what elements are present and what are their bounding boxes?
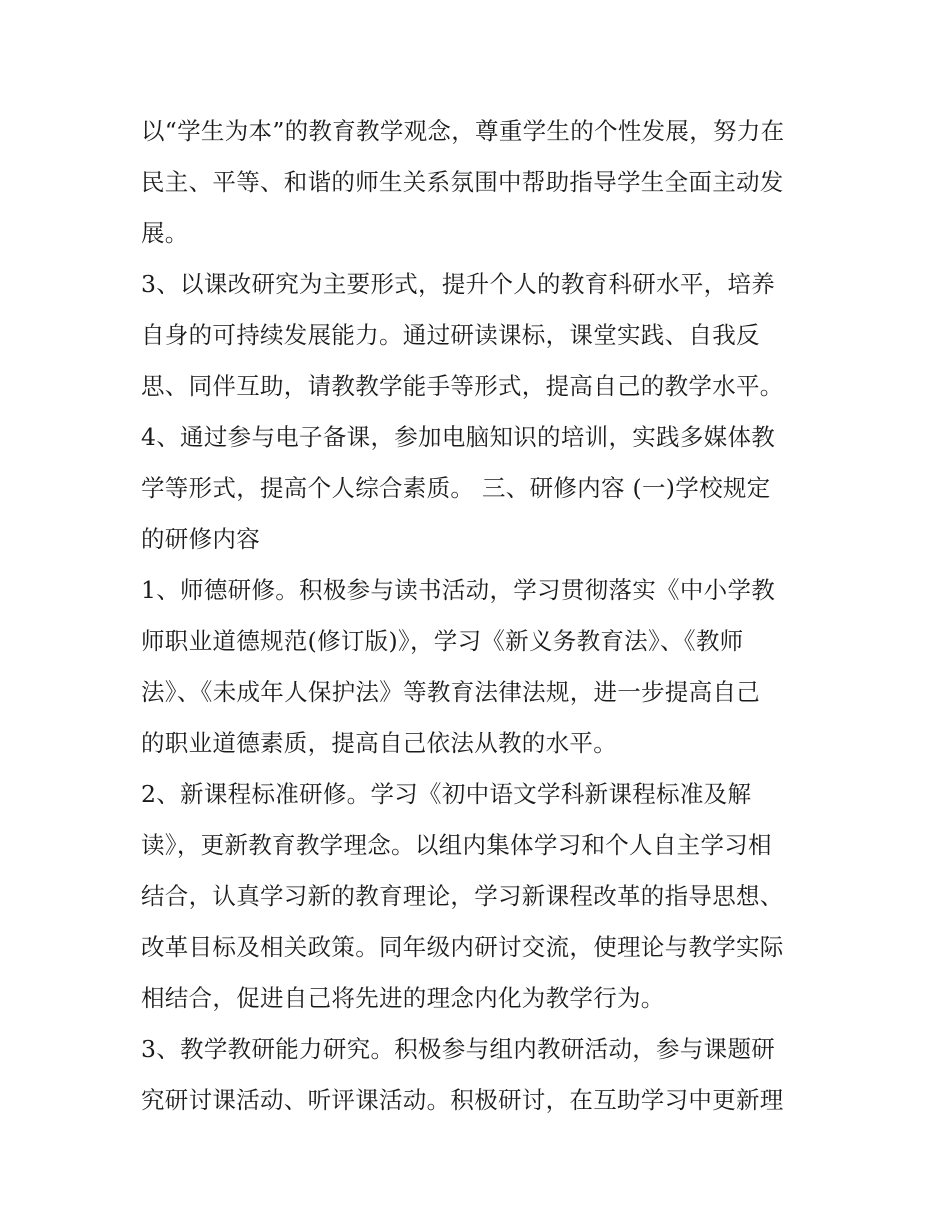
text-line: 学等形式，提高个人综合素质。 三、研修内容 (一)学校规定 [141, 474, 771, 502]
text-line: 2、新课程标准研修。学习《初中语文学科新课程标准及解 [141, 780, 752, 808]
text-line: 4、通过参与电子备课，参加电脑知识的培训，实践多媒体教 [141, 423, 776, 451]
text-line: 相结合，促进自己将先进的理念内化为教学行为。 [141, 984, 665, 1012]
text-line: 的职业道德素质，提高自己依法从教的水平。 [141, 729, 617, 757]
text-line: 法》、《未成年人保护法》等教育法律法规，进一步提高自己 [141, 678, 761, 706]
text-line: 改革目标及相关政策。同年级内研讨交流，使理论与教学实际 [141, 933, 784, 961]
text-line: 3、以课改研究为主要形式，提升个人的教育科研水平，培养 [141, 270, 776, 298]
text-line: 的研修内容 [141, 525, 260, 553]
text-line: 读》，更新教育教学理念。以组内集体学习和个人自主学习相 [141, 831, 772, 859]
text-line: 思、同伴互助，请教教学能手等形式，提高自己的教学水平。 [141, 372, 784, 400]
body-text [141, 106, 831, 1126]
text-line: 3、教学教研能力研究。积极参与组内教研活动，参与课题研 [141, 1035, 776, 1063]
text-line: 究研讨课活动、听评课活动。积极研讨，在互助学习中更新理 [141, 1086, 784, 1114]
text-line: 师职业道德规范(修订版)》，学习《新义务教育法》、《教师 [141, 627, 744, 655]
text-line: 展。 [141, 219, 189, 247]
text-line: 以“学生为本”的教育教学观念，尊重学生的个性发展，努力在 [141, 117, 785, 145]
text-line: 自身的可持续发展能力。通过研读课标，课堂实践、自我反 [141, 321, 760, 349]
text-line: 结合，认真学习新的教育理论，学习新课程改革的指导思想、 [141, 882, 784, 910]
text-line: 1、师德研修。积极参与读书活动，学习贯彻落实《中小学教 [141, 576, 776, 604]
text-line: 民主、平等、和谐的师生关系氛围中帮助指导学生全面主动发 [141, 168, 784, 196]
